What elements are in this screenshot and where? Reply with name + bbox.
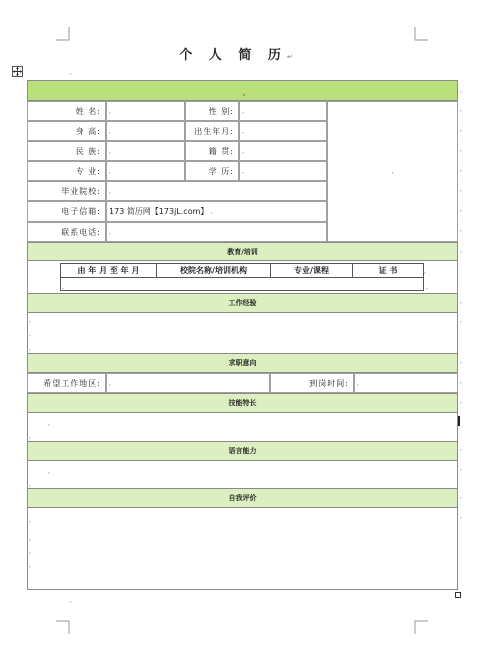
self-evaluation-content[interactable] bbox=[28, 508, 457, 589]
cell-mark: , bbox=[29, 535, 31, 542]
header-band: , bbox=[27, 80, 458, 101]
cell-mark: , bbox=[29, 562, 31, 569]
name-value[interactable]: , bbox=[106, 101, 185, 121]
degree-value[interactable]: , bbox=[239, 161, 327, 181]
email-value[interactable]: 173 简历网【173jL.com】 , bbox=[106, 201, 327, 222]
preferred-area-label: 希望工作地区: bbox=[27, 373, 106, 393]
edu-col-institution: 校院名称/培训机构 bbox=[157, 264, 271, 278]
work-experience-content[interactable] bbox=[28, 313, 457, 353]
arrival-time-value[interactable]: , bbox=[354, 373, 458, 393]
cell-mark: , bbox=[29, 517, 31, 524]
table-resize-handle[interactable] bbox=[455, 592, 461, 598]
row-end-mark: , bbox=[460, 106, 462, 113]
cell-mark: , bbox=[29, 345, 31, 352]
section-self-evaluation: 自我评价 bbox=[27, 488, 458, 508]
school-value[interactable]: , bbox=[106, 181, 327, 201]
cell-mark: , bbox=[424, 268, 426, 275]
row-end-mark: , bbox=[460, 513, 462, 520]
section-skills: 技能特长 bbox=[27, 393, 458, 413]
paragraph-mark: ↵ bbox=[286, 53, 299, 61]
major-value[interactable]: , bbox=[106, 161, 185, 181]
edu-col-course: 专业/课程 bbox=[271, 264, 353, 278]
row-end-mark: , bbox=[460, 87, 462, 94]
row-end-mark: , bbox=[460, 206, 462, 213]
section-work-experience: 工作经验 bbox=[27, 293, 458, 313]
email-label: 电子信箱: bbox=[27, 201, 106, 222]
ethnicity-value[interactable]: , bbox=[106, 141, 185, 161]
skills-content[interactable] bbox=[28, 413, 457, 441]
cell-mark: , bbox=[426, 284, 428, 291]
row-end-mark: , bbox=[460, 226, 462, 233]
cell-mark: , bbox=[29, 548, 31, 555]
row-end-mark: , bbox=[460, 166, 462, 173]
row-end-mark: , bbox=[460, 445, 462, 452]
row-end-mark: , bbox=[460, 146, 462, 153]
ethnicity-label: 民 族: bbox=[27, 141, 106, 161]
page-title: 个 人 简 历↵ bbox=[179, 48, 299, 63]
native-place-label: 籍 贯: bbox=[185, 141, 239, 161]
birth-label: 出生年月: bbox=[185, 121, 239, 141]
row-end-mark: , bbox=[460, 465, 462, 472]
row-end-mark: , bbox=[460, 378, 462, 385]
row-end-mark: , bbox=[460, 358, 462, 365]
education-entry-row[interactable] bbox=[61, 279, 423, 290]
photo-cell[interactable]: , bbox=[327, 101, 458, 242]
row-end-mark: , bbox=[460, 398, 462, 405]
table-move-handle-icon[interactable] bbox=[12, 66, 23, 77]
row-end-mark: , bbox=[460, 493, 462, 500]
height-label: 身 高: bbox=[27, 121, 106, 141]
name-label: 姓 名: bbox=[27, 101, 106, 121]
language-content[interactable] bbox=[28, 461, 457, 488]
major-label: 专 业: bbox=[27, 161, 106, 181]
section-education: 教育/培训 bbox=[27, 242, 458, 261]
row-end-mark: , bbox=[460, 247, 462, 254]
native-place-value[interactable]: , bbox=[239, 141, 327, 161]
arrival-time-label: 到岗时间: bbox=[270, 373, 354, 393]
cell-mark: , bbox=[29, 481, 31, 488]
paragraph-mark-after-table: , bbox=[70, 597, 72, 604]
crop-mark-bottom-left bbox=[56, 620, 70, 634]
section-job-intention: 求职意向 bbox=[27, 353, 458, 373]
cell-mark: , bbox=[48, 468, 50, 475]
text-cursor bbox=[458, 416, 460, 426]
anchor-mark: , bbox=[70, 69, 72, 76]
phone-value[interactable]: , bbox=[106, 222, 327, 242]
cell-mark: , bbox=[62, 284, 64, 291]
crop-mark-top-left bbox=[56, 27, 70, 41]
row-end-mark: , bbox=[460, 126, 462, 133]
section-language: 语言能力 bbox=[27, 441, 458, 461]
edu-col-period: 由 年 月 至 年 月 bbox=[61, 264, 157, 278]
crop-mark-bottom-right bbox=[414, 620, 428, 634]
cell-mark: , bbox=[48, 420, 50, 427]
crop-mark-top-right bbox=[414, 27, 428, 41]
height-value[interactable]: , bbox=[106, 121, 185, 141]
cell-mark: , bbox=[29, 331, 31, 338]
gender-label: 性 别: bbox=[185, 101, 239, 121]
cell-mark: , bbox=[29, 433, 31, 440]
phone-label: 联系电话: bbox=[27, 222, 106, 242]
row-end-mark: , bbox=[460, 317, 462, 324]
row-end-mark: , bbox=[460, 298, 462, 305]
gender-value[interactable]: , bbox=[239, 101, 327, 121]
row-end-mark: , bbox=[460, 186, 462, 193]
degree-label: 学 历: bbox=[185, 161, 239, 181]
school-label: 毕业院校: bbox=[27, 181, 106, 201]
birth-value[interactable]: , bbox=[239, 121, 327, 141]
edu-col-certificate: 证 书 bbox=[378, 266, 398, 275]
preferred-area-value[interactable]: , bbox=[106, 373, 270, 393]
cell-mark: , bbox=[29, 317, 31, 324]
